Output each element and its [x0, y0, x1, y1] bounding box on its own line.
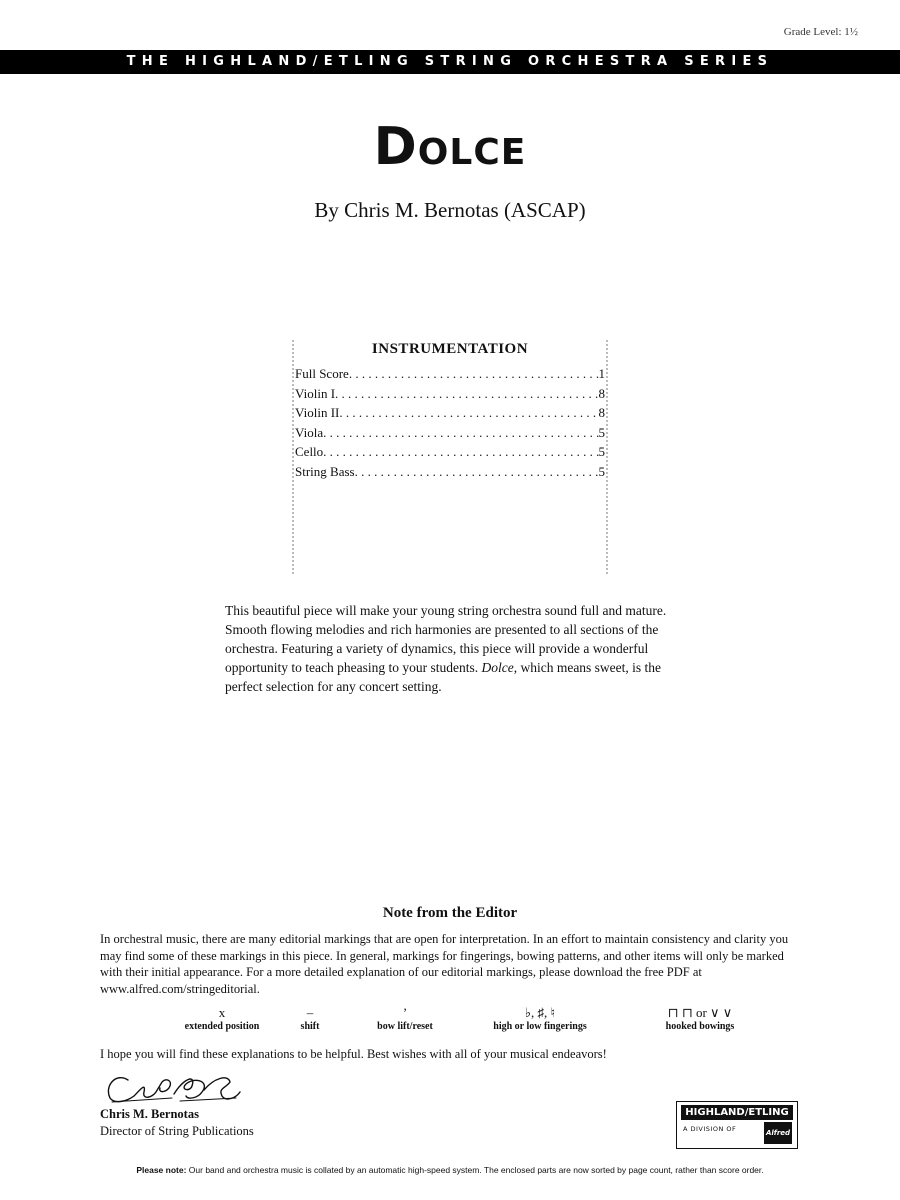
signer-name: Chris M. Bernotas: [100, 1107, 199, 1121]
alfred-logo-icon: Alfred: [764, 1122, 792, 1144]
instrument-name: Full Score: [295, 366, 349, 381]
piece-description: This beautiful piece will make your young string orchestra sound full and mature. Smooth flowing melodies and rich harmonies are presented to all sections of the orchestra. Featuring a variety of dynamics, this piece will provide a wonderful opportunity to teach pheasing to your students. Dolce, which means sweet, is the perfect selection for any concert setting.: [225, 603, 667, 694]
instrument-count: 5: [598, 424, 605, 440]
marking-label: extended position: [184, 1021, 260, 1032]
instrumentation-heading: INSTRUMENTATION: [371, 341, 529, 357]
instrument-count: 5: [598, 444, 605, 459]
marking-label: high or low fingerings: [493, 1021, 587, 1032]
series-banner: THE HIGHLAND/ETLING STRING ORCHESTRA SERIES: [0, 50, 900, 74]
page-title: Dolce: [373, 117, 527, 177]
instrumentation-row: [294, 384, 606, 404]
closing-line: I hope you will find these explanations to be helpful. Best wishes with all of your musical endeavors!: [100, 1047, 607, 1061]
marking-shift: [280, 1005, 340, 1033]
marking-hooked-bowings: [640, 1005, 760, 1033]
editor-note-title: Note from the Editor: [382, 905, 518, 921]
italic-title: Dolce: [481, 660, 514, 675]
instrument-count: 1: [598, 366, 605, 381]
instrument-name: Violin II: [295, 405, 340, 420]
instrumentation-box: [292, 340, 608, 574]
marking-symbol: ♭, ♯, ♮: [524, 1005, 556, 1020]
instrument-name: String Bass: [295, 463, 355, 479]
grade-level: Grade Level: 1½: [783, 26, 858, 38]
instrument-name: Violin I: [295, 385, 336, 401]
instrument-count: 8: [598, 405, 605, 420]
signature: [100, 1068, 250, 1108]
marking-symbol: x: [218, 1005, 226, 1020]
footer-note: [0, 1165, 900, 1175]
marking-label: hooked bowings: [665, 1021, 735, 1032]
marking-extended-position: [162, 1005, 282, 1033]
logo-subtitle: A DIVISION OF: [683, 1125, 737, 1133]
signer-title: Director of String Publications: [100, 1124, 254, 1138]
instrument-name: Viola: [295, 424, 324, 440]
instrumentation-row: [294, 462, 606, 482]
byline: By Chris M. Bernotas (ASCAP): [314, 198, 586, 222]
instrument-count: 5: [598, 463, 605, 479]
instrumentation-row: [294, 403, 606, 423]
editor-note-body: In orchestral music, there are many editorial markings that are open for interpretation. In an effort to maintain consistency and clarity you may find some of these markings in this piece. In general, markings for fingerings, bowing patterns, and other items will only be marked with their initial appearance. For a more detailed explanation of our editorial markings, please download the free PDF at www.alfred.com/stringeditorial.: [100, 932, 789, 996]
footer-text: Our band and orchestra music is collated by an automatic high-speed system. The enclosed parts are now sorted by page count, rather than score order.: [186, 1165, 764, 1175]
marking-bow-lift: [355, 1005, 455, 1033]
instrumentation-row: [294, 442, 606, 462]
instrumentation-row: [294, 364, 606, 384]
instrument-name: Cello: [295, 444, 324, 459]
marking-label: shift: [300, 1021, 320, 1032]
marking-symbol: ⊓ ⊓ or ∨ ∨: [667, 1005, 733, 1020]
instrumentation-row: [294, 423, 606, 443]
footer-label: Please note:: [136, 1165, 187, 1175]
logo-name: HIGHLAND/ETLING: [681, 1105, 793, 1120]
instrument-count: 8: [598, 385, 605, 401]
marking-fingerings: [480, 1005, 600, 1033]
marking-symbol: ’: [402, 1005, 408, 1020]
marking-symbol: –: [306, 1005, 314, 1020]
publisher-logo: [676, 1101, 798, 1149]
editorial-markings: [100, 1005, 800, 1045]
marking-label: bow lift/reset: [377, 1021, 433, 1032]
